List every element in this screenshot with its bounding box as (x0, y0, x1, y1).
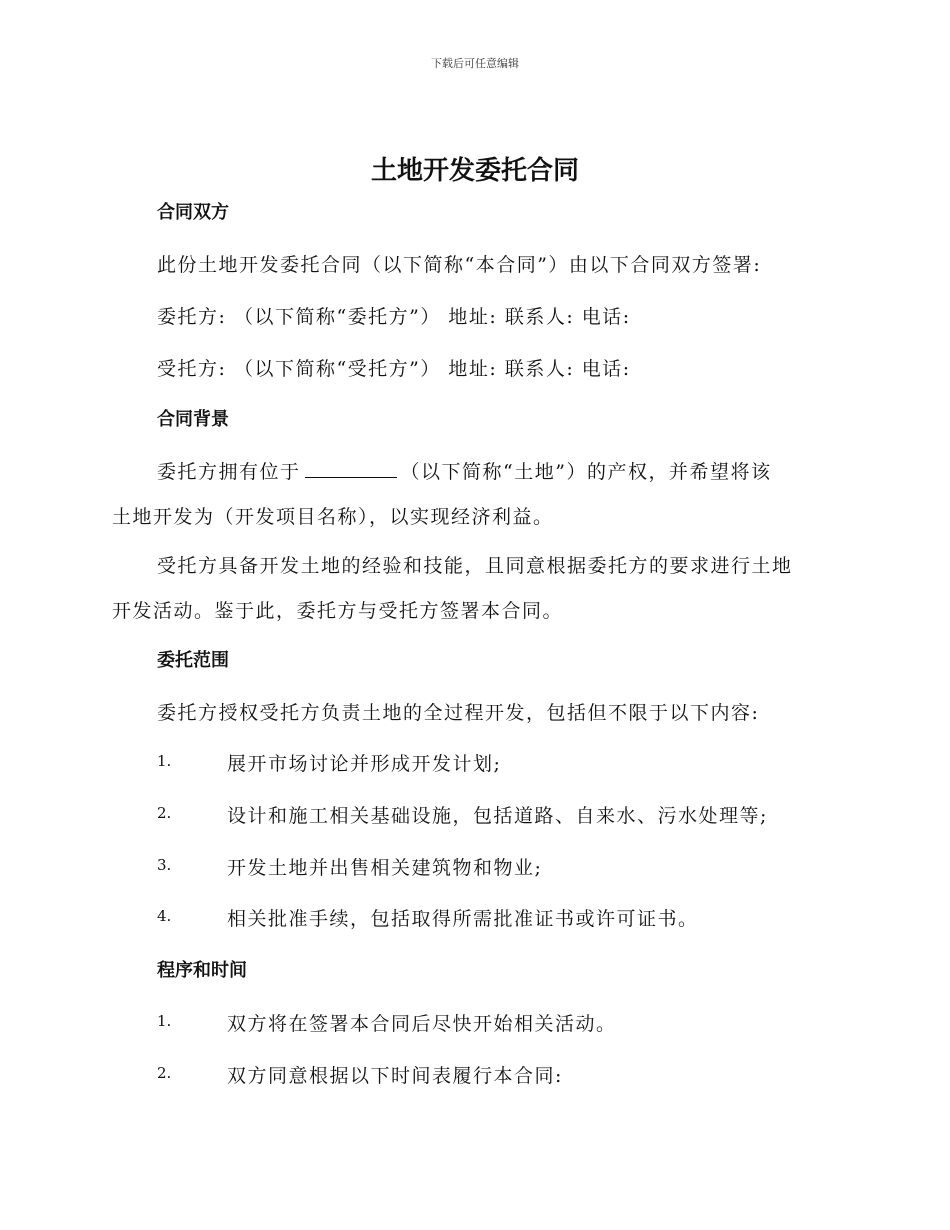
document-title: 土地开发委托合同 (370, 156, 579, 186)
list-item: 双方将在签署本合同后尽快开始相关活动。 (227, 1013, 617, 1035)
background-p1-after: （以下简称“土地”）的产权，并希望将该 (400, 461, 772, 483)
scope-intro: 委托方授权受托方负责土地的全过程开发，包括但不限于以下内容: (157, 702, 760, 724)
list-item-number: 4. (157, 907, 172, 925)
agent-info: 受托方: （以下简称“受托方”） 地址: 联系人: 电话: (157, 358, 631, 380)
background-p2-line2: 开发活动。鉴于此，委托方与受托方签署本合同。 (112, 600, 564, 622)
list-item: 设计和施工相关基础设施，包括道路、自来水、污水处理等; (227, 805, 768, 827)
list-item-number: 2. (157, 1064, 172, 1082)
background-p1-before: 委托方拥有位于 (157, 461, 301, 483)
list-item-number: 2. (157, 804, 172, 822)
page-header: 下载后可任意编辑 (431, 57, 519, 70)
background-p1-line1 (157, 457, 771, 484)
section-heading-parties: 合同双方 (157, 202, 229, 223)
parties-intro: 此份土地开发委托合同（以下简称“本合同”）由以下合同双方签署: (157, 254, 762, 276)
list-item-number: 1. (157, 1012, 172, 1030)
section-heading-background: 合同背景 (157, 409, 229, 430)
section-heading-scope: 委托范围 (157, 650, 229, 671)
list-item: 双方同意根据以下时间表履行本合同: (227, 1065, 563, 1087)
list-item: 开发土地并出售相关建筑物和物业; (227, 857, 543, 879)
list-item-number: 1. (157, 752, 172, 770)
background-p1-line2: 土地开发为（开发项目名称），以实现经济利益。 (112, 506, 554, 528)
list-item: 展开市场讨论并形成开发计划; (227, 753, 502, 775)
principal-info: 委托方: （以下简称“委托方”） 地址: 联系人: 电话: (157, 306, 631, 328)
location-blank (305, 461, 397, 478)
section-heading-procedure: 程序和时间 (157, 960, 247, 981)
list-item-number: 3. (157, 856, 172, 874)
list-item: 相关批准手续，包括取得所需批准证书或许可证书。 (227, 908, 699, 930)
background-p2-line1: 受托方具备开发土地的经验和技能，且同意根据委托方的要求进行土地 (157, 555, 793, 577)
